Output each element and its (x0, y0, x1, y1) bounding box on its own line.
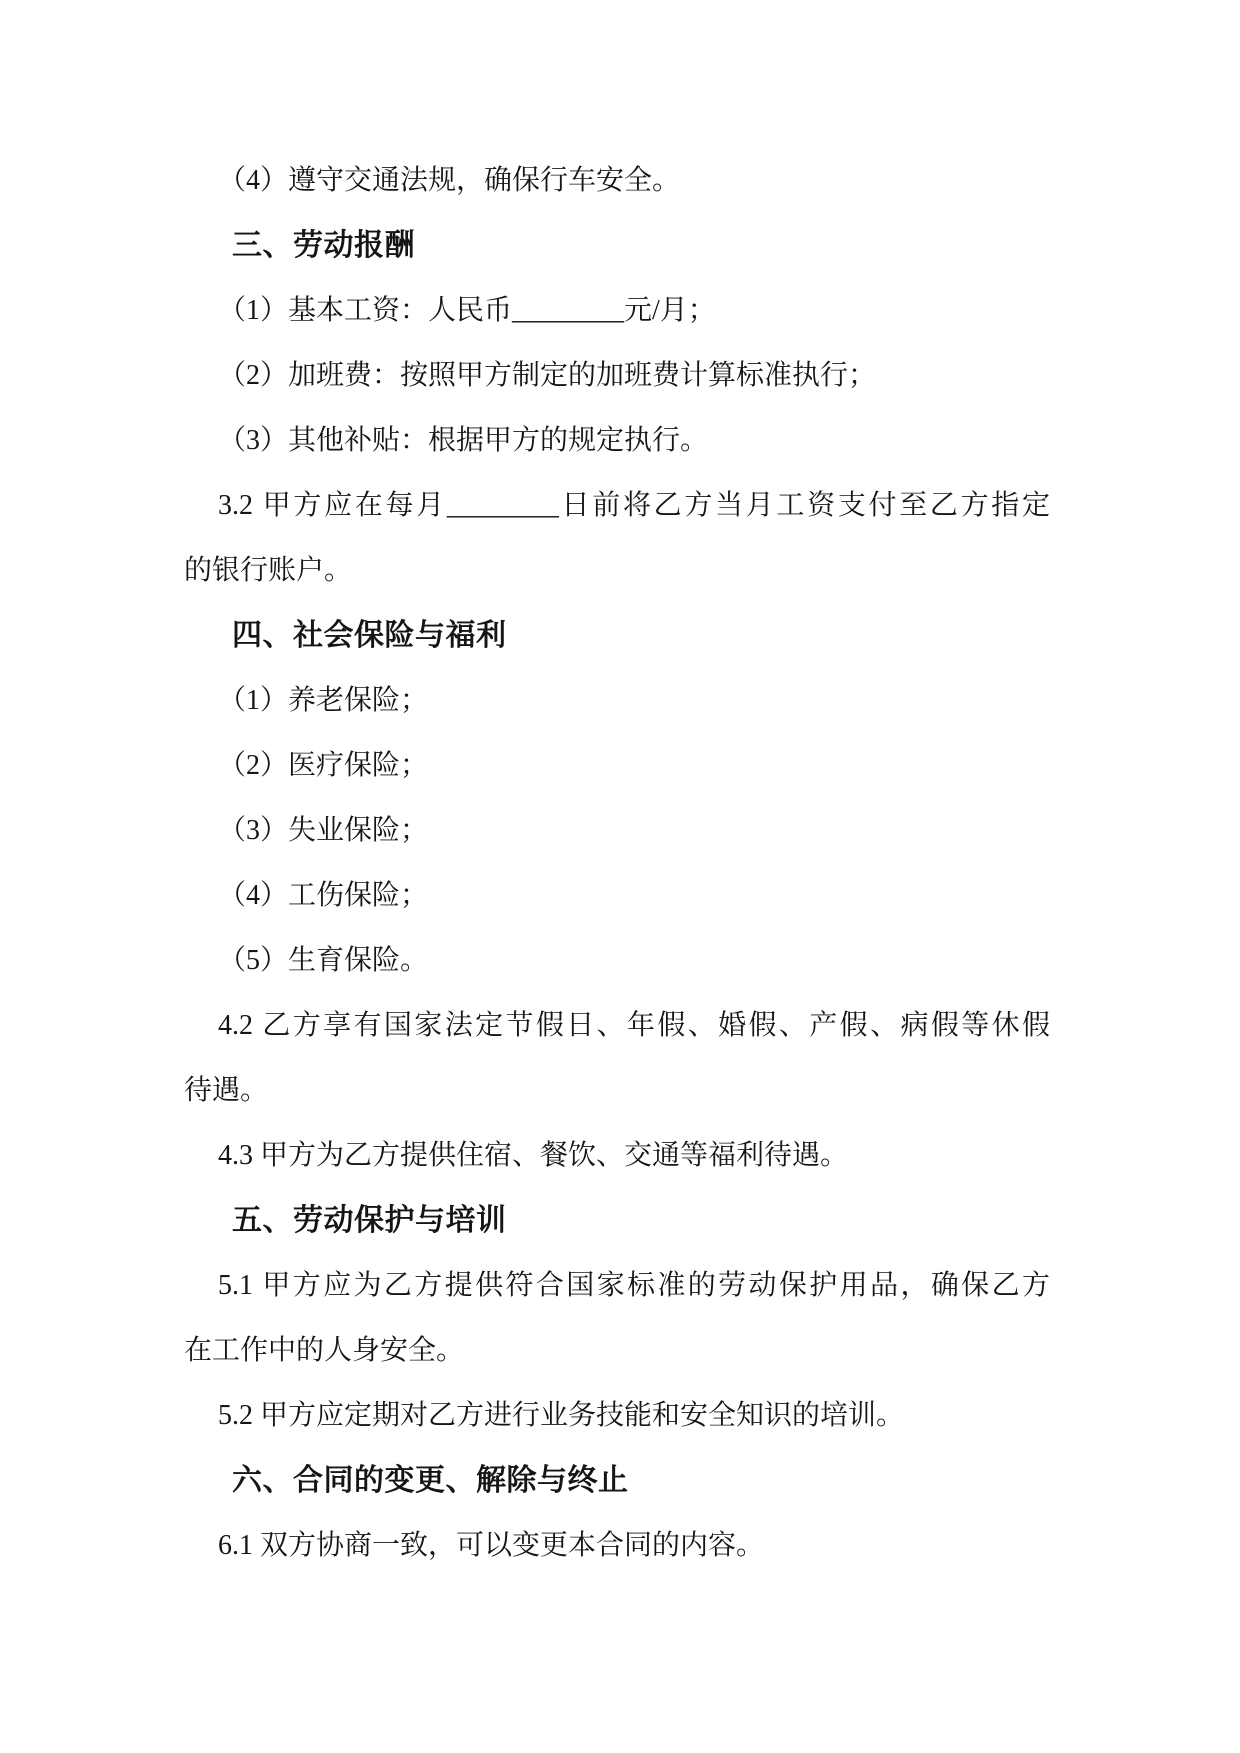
contract-line: （2）加班费：按照甲方制定的加班费计算标准执行； (218, 360, 877, 391)
contract-line: 4.3 甲方为乙方提供住宿、餐饮、交通等福利待遇。 (218, 1140, 849, 1171)
contract-text-block (184, 148, 1050, 1578)
contract-line: （2）医疗保险； (218, 750, 429, 781)
contract-line: 待遇。 (184, 1075, 269, 1106)
contract-line: 3.2 甲方应在每月________日前将乙方当月工资支付至乙方指定 (218, 490, 1050, 521)
section-heading: 五、劳动保护与培训 (232, 1204, 507, 1237)
contract-line: 在工作中的人身安全。 (184, 1335, 465, 1366)
section-heading: 三、劳动报酬 (232, 229, 415, 262)
contract-line: （3）其他补贴：根据甲方的规定执行。 (218, 425, 709, 456)
section-heading: 六、合同的变更、解除与终止 (232, 1464, 629, 1497)
contract-line: （1）基本工资：人民币________元/月； (218, 295, 716, 326)
contract-line: （5）生育保险。 (218, 945, 429, 976)
contract-line: （4）遵守交通法规，确保行车安全。 (218, 165, 681, 196)
contract-line: 6.1 双方协商一致，可以变更本合同的内容。 (218, 1530, 765, 1561)
section-heading: 四、社会保险与福利 (232, 619, 507, 652)
contract-line: （4）工伤保险； (218, 880, 429, 911)
contract-line: 5.1 甲方应为乙方提供符合国家标准的劳动保护用品，确保乙方 (218, 1270, 1050, 1301)
contract-line: （3）失业保险； (218, 815, 429, 846)
contract-line: 4.2 乙方享有国家法定节假日、年假、婚假、产假、病假等休假 (218, 1010, 1050, 1041)
contract-line: 5.2 甲方应定期对乙方进行业务技能和安全知识的培训。 (218, 1400, 905, 1431)
contract-line: （1）养老保险； (218, 685, 429, 716)
contract-line: 的银行账户。 (184, 555, 353, 586)
